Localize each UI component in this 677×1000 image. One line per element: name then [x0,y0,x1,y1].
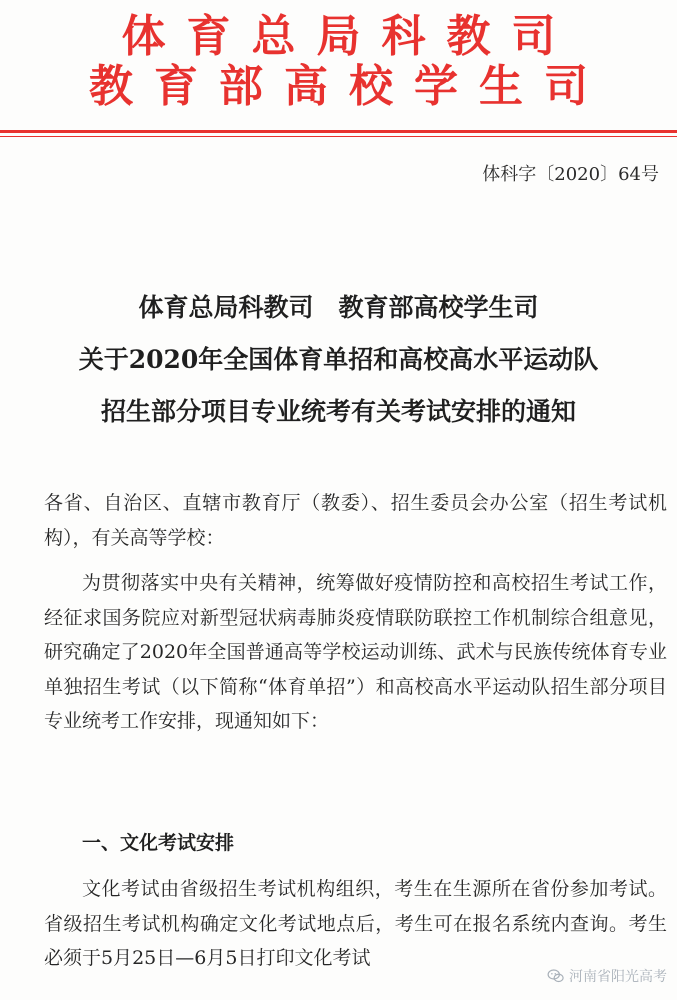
document-number: 体科字〔2020〕64号 [482,164,659,185]
letterhead [0,12,677,112]
title-line-1: 体育总局科教司 教育部高校学生司 [138,293,539,322]
letterhead-rule-thin [0,136,677,137]
watermark [547,966,667,986]
title-line-2: 关于2020年全国体育单招和高校高水平运动队 [78,345,599,374]
letterhead-rule-thick [0,130,677,133]
document-title [0,282,677,438]
section-1-heading: 一、文化考试安排 [82,832,235,854]
paragraph-1: 为贯彻落实中央有关精神，统筹做好疫情防控和高校招生考试工作，经征求国务院应对新型冠状病毒肺炎疫情联防联控工作机制综合组意见，研究确定了2020年全国普通高等学校运动训练、武术与民族传统体育专业单独招生考试（以下简称“体育单招”）和高校高水平运动队招生部分项目专业统考工作安排，现通知如下： [44,572,667,732]
title-line-3: 招生部分项目专业统考有关考试安排的通知 [100,397,576,426]
wechat-icon [547,967,565,985]
salutation: 各省、自治区、直辖市教育厅（教委）、招生委员会办公室（招生考试机构），有关高等学校： [44,492,667,549]
letterhead-org-1: 体育总局科教司 [121,11,577,62]
letterhead-org-2: 教育部高校学生司 [89,61,609,112]
watermark-text: 河南省阳光高考 [569,969,667,985]
paragraph-2: 文化考试由省级招生考试机构组织，考生在生源所在省份参加考试。省级招生考试机构确定文化考试地点后，考生可在报名系统内查询。考生必须于5月25日—6月5日打印文化考试 [44,878,667,969]
